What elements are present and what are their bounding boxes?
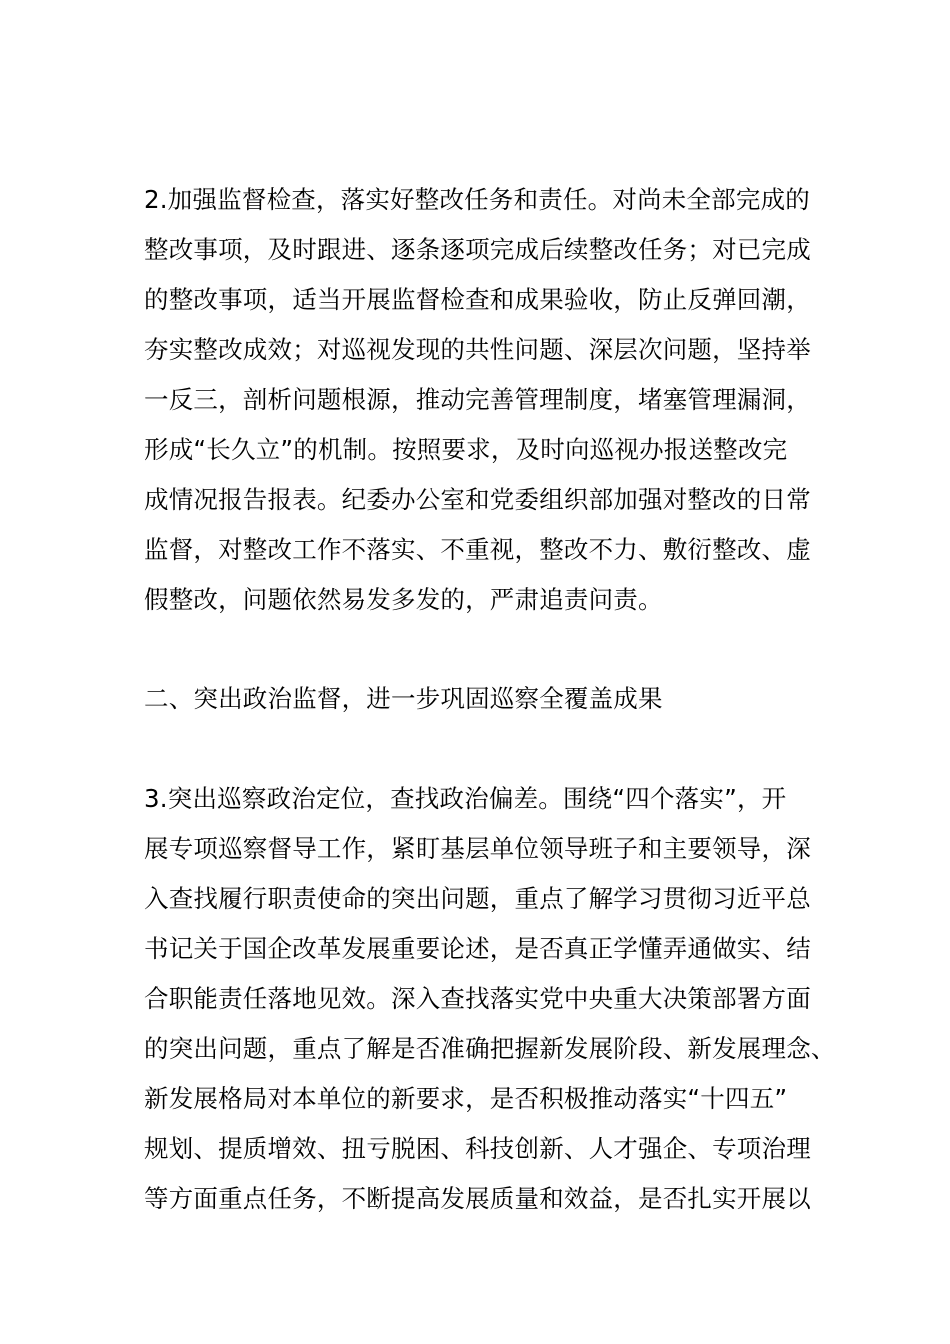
- paragraph-line: 夯实整改成效；对巡视发现的共性问题、深层次问题，坚持举: [144, 335, 811, 364]
- paragraph-line: 成情况报告报表。纪委办公室和党委组织部加强对整改的日常: [144, 485, 811, 514]
- paragraph-line: 展专项巡察督导工作，紧盯基层单位领导班子和主要领导，深: [144, 834, 811, 863]
- paragraph-line: 入查找履行职责使命的突出问题，重点了解学习贯彻习近平总: [144, 884, 811, 913]
- paragraph-item-2: [144, 175, 811, 625]
- paragraph-line: 整改事项，及时跟进、逐条逐项完成后续整改任务；对已完成: [144, 235, 811, 264]
- paragraph-line: 书记关于国企改革发展重要论述，是否真正学懂弄通做实、结: [144, 934, 811, 963]
- paragraph-line: 假整改，问题依然易发多发的，严肃追责问责。: [144, 585, 663, 614]
- paragraph-line: 的整改事项，适当开展监督检查和成果验收，防止反弹回潮，: [144, 285, 811, 314]
- paragraph-line: 3.突出巡察政治定位，查找政治偏差。围绕“四个落实”，开: [144, 784, 787, 813]
- paragraph-line: 合职能责任落地见效。深入查找落实党中央重大决策部署方面: [144, 984, 811, 1013]
- paragraph-line: 2.加强监督检查，落实好整改任务和责任。对尚未全部完成的: [144, 185, 810, 214]
- paragraph-line: 规划、提质增效、扭亏脱困、科技创新、人才强企、专项治理: [144, 1134, 811, 1163]
- section-heading: [144, 674, 808, 724]
- paragraph-line: 监督，对整改工作不落实、不重视，整改不力、敷衍整改、虚: [144, 535, 811, 564]
- paragraph-line: 一反三，剖析问题根源，推动完善管理制度，堵塞管理漏洞，: [144, 385, 811, 414]
- section-heading-text: 二、突出政治监督，进一步巩固巡察全覆盖成果: [144, 684, 663, 713]
- paragraph-line: 新发展格局对本单位的新要求，是否积极推动落实“十四五”: [144, 1084, 788, 1113]
- paragraph-item-3: [144, 774, 836, 1224]
- paragraph-line: 的突出问题，重点了解是否准确把握新发展阶段、新发展理念、: [144, 1034, 836, 1063]
- paragraph-line: 形成“长久立”的机制。按照要求，及时向巡视办报送整改完: [144, 435, 788, 464]
- paragraph-line: 等方面重点任务，不断提高发展质量和效益，是否扎实开展以: [144, 1184, 811, 1213]
